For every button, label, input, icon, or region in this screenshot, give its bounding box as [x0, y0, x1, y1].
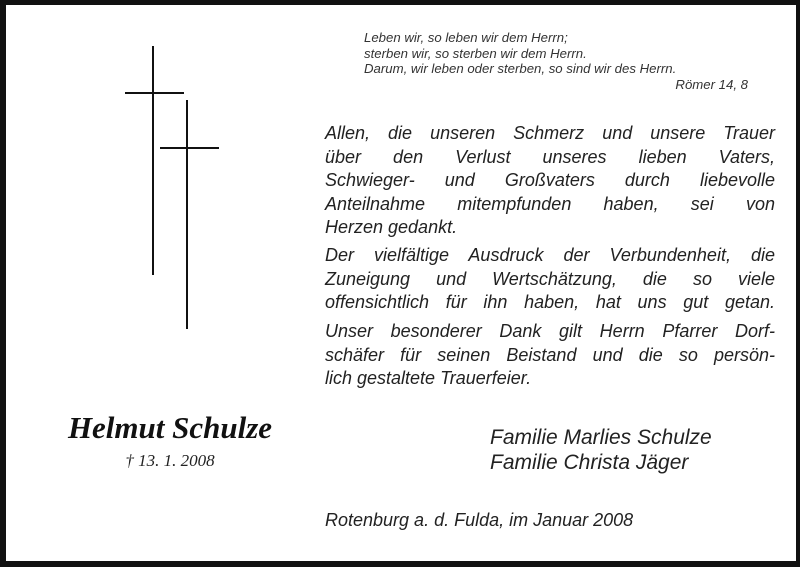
verse-line: sterben wir, so sterben wir dem Herrn. — [364, 45, 587, 61]
death-date: † 13. 1. 2008 — [125, 451, 215, 470]
bible-verse — [364, 30, 748, 92]
deceased-name: Helmut Schulze — [67, 410, 273, 445]
paragraph-thanks — [325, 122, 775, 240]
place-date: Rotenburg a. d. Fulda, im Januar 2008 — [325, 510, 634, 530]
text-line: lich gestaltete Trauerfeier. — [325, 368, 532, 388]
signature-line: Familie Marlies Schulze — [490, 426, 712, 449]
text-line: Der vielfältige Ausdruck der Verbundenheit, die — [325, 245, 775, 265]
text-line: Schwieger- und Großvaters durch liebevolle — [325, 170, 775, 190]
paragraph-pastor — [325, 320, 775, 391]
paragraph-sympathy — [325, 244, 775, 315]
text-line: schäfer für seinen Beistand und die so persön- — [325, 344, 775, 365]
signature-line: Familie Christa Jäger — [490, 451, 689, 474]
verse-line: Leben wir, so leben wir dem Herrn; — [364, 30, 568, 45]
verse-line: Darum, wir leben oder sterben, so sind wir des Herrn. — [364, 61, 677, 76]
signatures — [490, 425, 712, 475]
text-line: Zuneigung und Wertschätzung, die so viele — [325, 268, 775, 289]
text-line: Anteilnahme mitempfunden haben, sei von — [325, 193, 775, 214]
text-line: Allen, die unseren Schmerz und unsere Trauer — [325, 123, 775, 143]
text-line: Unser besonderer Dank gilt Herrn Pfarrer Dorf- — [325, 321, 775, 341]
text-line: über den Verlust unseres lieben Vaters, — [325, 146, 775, 167]
text-line: offensichtlich für ihn haben, hat uns gut getan. — [325, 292, 775, 312]
verse-reference: Römer 14, 8 — [675, 76, 748, 92]
text-line: Herzen gedankt. — [325, 217, 458, 237]
